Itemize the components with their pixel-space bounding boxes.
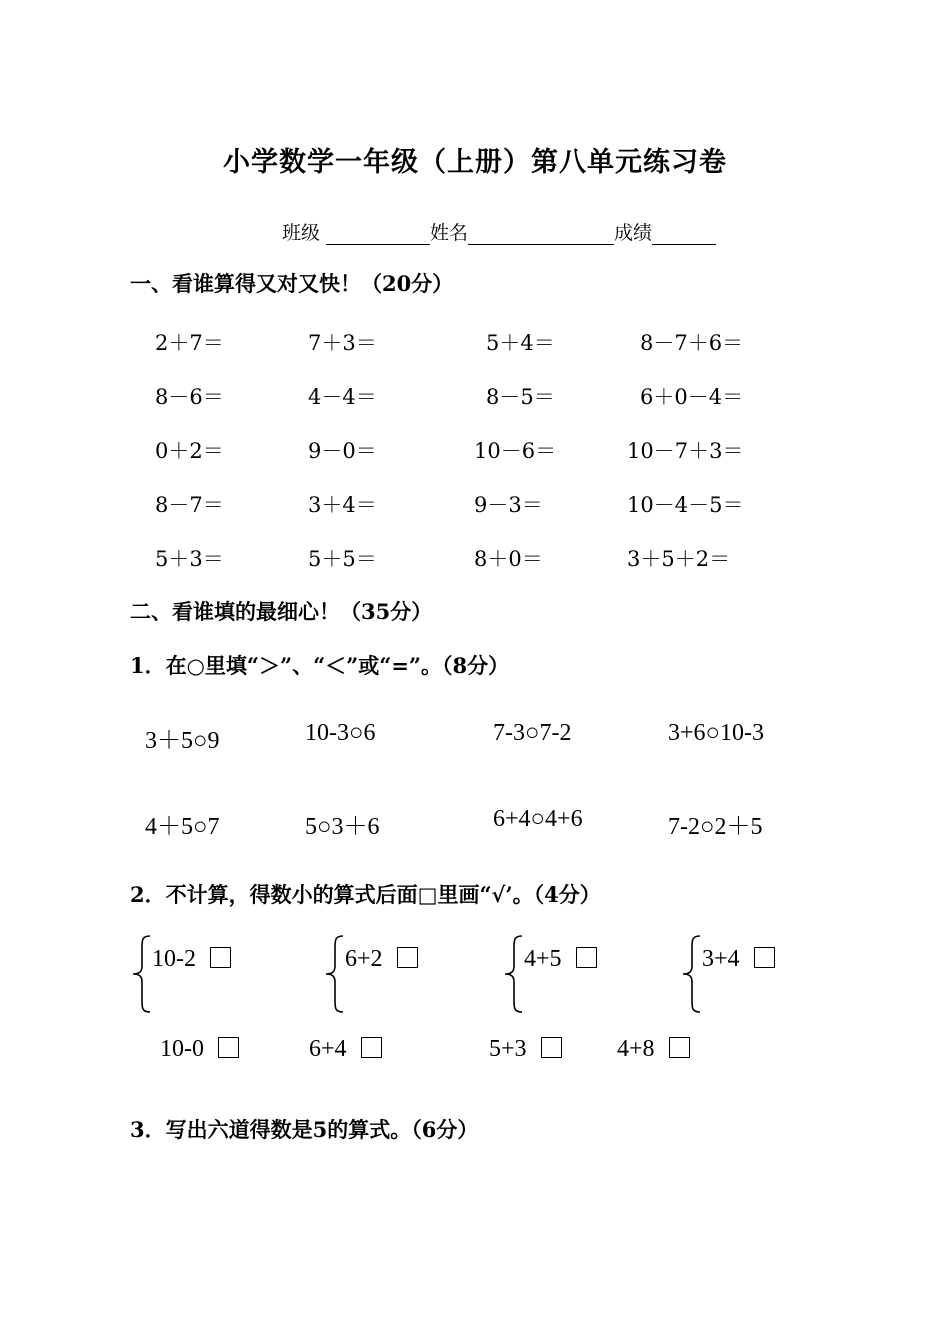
calc-item: 2＋7＝	[155, 331, 224, 355]
score-blank[interactable]	[652, 222, 716, 245]
calc-item: 4－4＝	[308, 385, 377, 409]
calc-item: 8－7＋6＝	[640, 331, 744, 355]
expression-group-bottom	[160, 1036, 239, 1063]
brace-icon	[130, 934, 152, 1014]
calc-item: 10－4－5＝	[627, 493, 744, 517]
expression: 4+8	[617, 1036, 655, 1062]
expression-group-top	[524, 946, 597, 973]
checkbox[interactable]	[669, 1037, 690, 1058]
expression: 4+5	[524, 946, 562, 972]
compare-item[interactable]: 10-3○6	[305, 720, 376, 746]
calc-item: 7＋3＝	[308, 331, 377, 355]
question1-text: 1．在○里填“＞”、“＜”或“=”。（8分）	[130, 653, 510, 678]
calc-item: 5＋5＝	[308, 547, 377, 571]
calc-item: 0＋2＝	[155, 439, 224, 463]
calc-item: 8－7＝	[155, 493, 224, 517]
calc-item: 8＋0＝	[474, 547, 543, 571]
brace-icon	[323, 934, 345, 1014]
calc-item: 8－5＝	[486, 385, 555, 409]
name-label: 姓名	[430, 222, 469, 244]
question3-text: 3．写出六道得数是5的算式。（6分）	[130, 1117, 479, 1142]
compare-item[interactable]: 4＋5○7	[145, 814, 220, 840]
compare-item[interactable]: 7-2○2＋5	[668, 814, 763, 840]
expression-group-top	[702, 946, 775, 973]
calc-item: 5＋3＝	[155, 547, 224, 571]
section2-heading: 二、看谁填的最细心！（35分）	[130, 599, 433, 624]
expression-group-bottom	[309, 1036, 382, 1063]
question2-text: 2．不计算，得数小的算式后面□里画“√’。（4分）	[130, 882, 601, 907]
calc-item: 5＋4＝	[486, 331, 555, 355]
expression-group-top	[152, 946, 231, 973]
brace-icon	[680, 934, 702, 1014]
checkbox[interactable]	[218, 1037, 239, 1058]
name-blank[interactable]	[468, 222, 614, 245]
compare-item[interactable]: 5○3＋6	[305, 814, 380, 840]
calc-item: 8－6＝	[155, 385, 224, 409]
compare-item[interactable]: 3＋5○9	[145, 728, 220, 754]
page-title: 小学数学一年级（上册）第八单元练习卷	[223, 147, 727, 178]
checkbox[interactable]	[541, 1037, 562, 1058]
expression: 6+4	[309, 1036, 347, 1062]
class-blank[interactable]	[326, 222, 430, 245]
expression: 10-2	[152, 946, 196, 972]
calc-item: 3＋4＝	[308, 493, 377, 517]
brace-icon	[502, 934, 524, 1014]
checkbox[interactable]	[210, 947, 231, 968]
expression: 5+3	[489, 1036, 527, 1062]
compare-item[interactable]: 3+6○10-3	[668, 720, 765, 746]
checkbox[interactable]	[576, 947, 597, 968]
checkbox[interactable]	[361, 1037, 382, 1058]
score-label: 成绩	[614, 222, 653, 244]
expression-group-bottom	[617, 1036, 690, 1063]
student-info	[282, 218, 716, 245]
compare-item[interactable]: 7-3○7-2	[493, 720, 572, 746]
calc-item: 9－0＝	[308, 439, 377, 463]
compare-item[interactable]: 6+4○4+6	[493, 806, 583, 832]
expression: 6+2	[345, 946, 383, 972]
expression: 10-0	[160, 1036, 204, 1062]
calc-item: 10－7＋3＝	[627, 439, 744, 463]
expression-group-bottom	[489, 1036, 562, 1063]
checkbox[interactable]	[397, 947, 418, 968]
expression-group-top	[345, 946, 418, 973]
section1-heading: 一、看谁算得又对又快！（20分）	[130, 271, 454, 296]
expression: 3+4	[702, 946, 740, 972]
calc-item: 9－3＝	[474, 493, 543, 517]
calc-item: 10－6＝	[474, 439, 557, 463]
calc-item: 6＋0－4＝	[640, 385, 744, 409]
calc-item: 3＋5＋2＝	[627, 547, 731, 571]
checkbox[interactable]	[754, 947, 775, 968]
class-label: 班级	[282, 222, 321, 244]
